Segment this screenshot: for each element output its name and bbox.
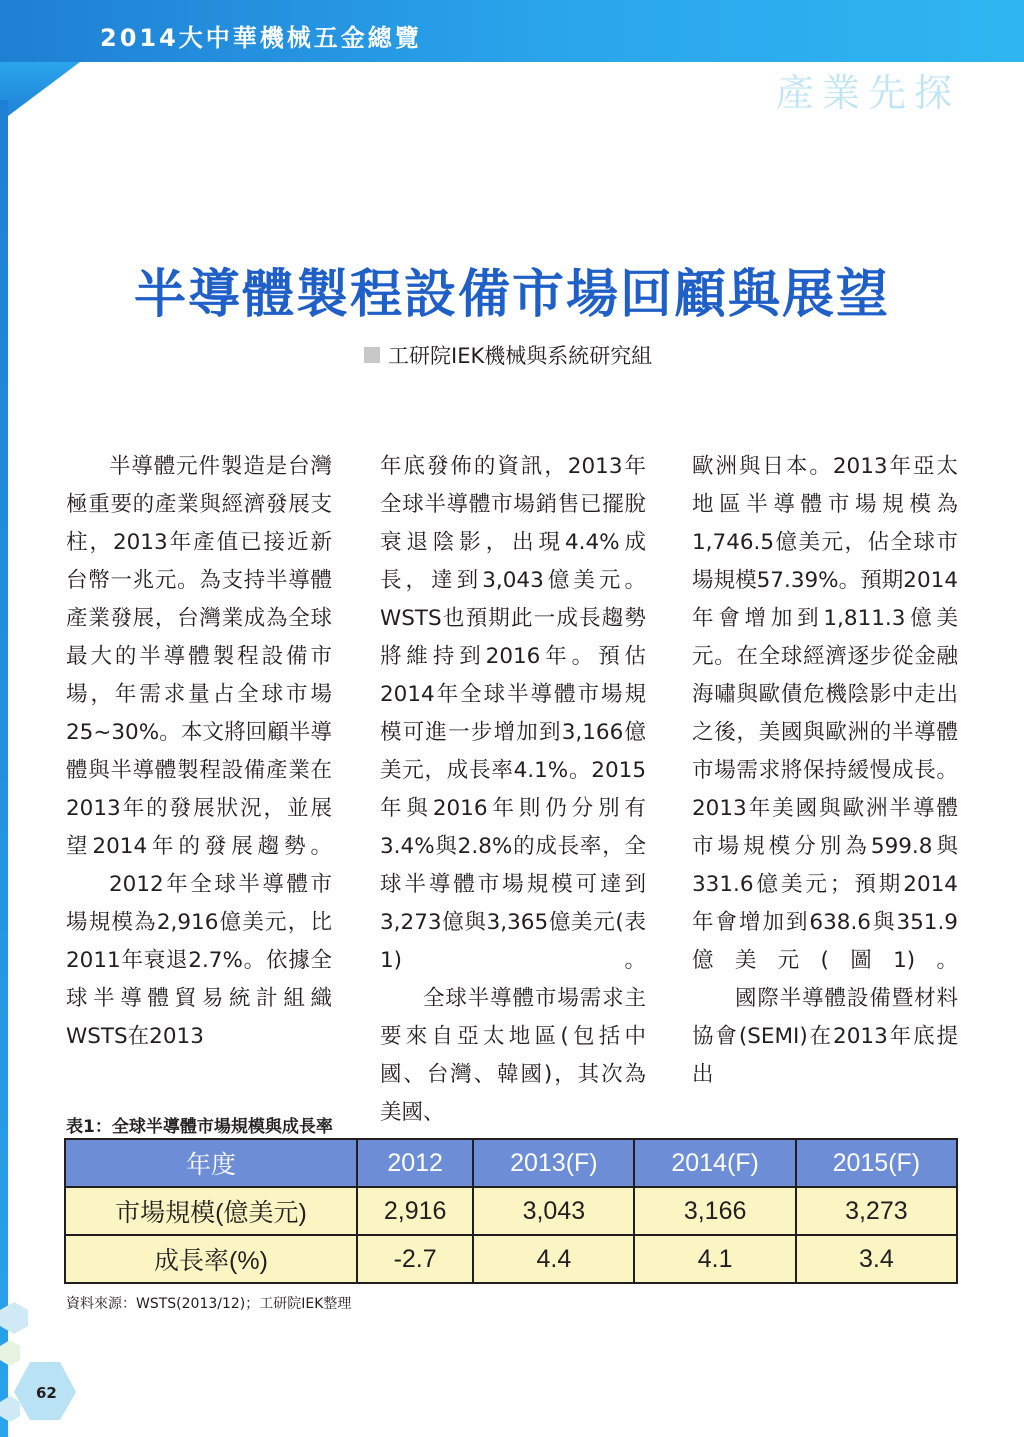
author-line bbox=[364, 340, 652, 370]
table-header-cell: 2013(F) bbox=[473, 1139, 634, 1187]
table-cell: 成長率(%) bbox=[65, 1235, 357, 1283]
table-cell: -2.7 bbox=[357, 1235, 473, 1283]
table-cell: 市場規模(億美元) bbox=[65, 1187, 357, 1235]
paragraph: 半導體元件製造是台灣極重要的產業與經濟發展支柱，2013年產值已接近新台幣一兆元。為支持半導體產業發展，台灣業成為全球最大的半導體製程設備市場，年需求量占全球市場25~30%。本文將回顧半導體與半導體製程設備產業在2013年的發展狀況，並展望2014年的發展趨勢。 bbox=[66, 454, 332, 859]
publication-title: 2014大中華機械五金總覽 bbox=[100, 24, 422, 52]
text-column-1 bbox=[66, 448, 332, 1056]
table-cell: 3,166 bbox=[634, 1187, 795, 1235]
text-column-3 bbox=[692, 448, 958, 1094]
table-header-cell: 2012 bbox=[357, 1139, 473, 1187]
table-caption: 表1：全球半導體市場規模與成長率 bbox=[66, 1117, 333, 1137]
paragraph: 國際半導體設備暨材料協會(SEMI)在2013年底提出 bbox=[692, 986, 958, 1087]
article-title: 半導體製程設備市場回顧與展望 bbox=[133, 265, 890, 325]
table-source-note: 資料來源：WSTS(2013/12)；工研院IEK整理 bbox=[66, 1296, 352, 1312]
author-name: 工研院IEK機械與系統研究組 bbox=[388, 344, 653, 368]
text-column-2 bbox=[380, 448, 646, 1132]
hexagon-shape bbox=[0, 1302, 28, 1334]
square-bullet-icon bbox=[364, 347, 380, 363]
market-size-table bbox=[64, 1138, 958, 1284]
table-cell: 4.1 bbox=[634, 1235, 795, 1283]
table-cell: 4.4 bbox=[473, 1235, 634, 1283]
paragraph: 2012年全球半導體市場規模為2,916億美元，比2011年衰退2.7%。依據全球半導體貿易統計組織WSTS在2013 bbox=[66, 872, 332, 1049]
section-label: 產業先探 bbox=[775, 71, 960, 115]
table-header-cell: 2015(F) bbox=[796, 1139, 957, 1187]
table-row bbox=[65, 1187, 957, 1235]
header-corner-decoration bbox=[0, 62, 80, 122]
header-bar bbox=[0, 0, 1024, 62]
hexagon-shape bbox=[0, 1340, 20, 1366]
table-row bbox=[65, 1235, 957, 1283]
table-cell: 3.4 bbox=[796, 1235, 957, 1283]
paragraph: 全球半導體市場需求主要來自亞太地區(包括中國、台灣、韓國)，其次為美國、 bbox=[380, 986, 646, 1125]
table-header-cell: 2014(F) bbox=[634, 1139, 795, 1187]
table-header-cell: 年度 bbox=[65, 1139, 357, 1187]
table-cell: 3,043 bbox=[473, 1187, 634, 1235]
table-cell: 3,273 bbox=[796, 1187, 957, 1235]
hexagon-decoration bbox=[0, 1290, 100, 1437]
page-number: 62 bbox=[36, 1384, 57, 1402]
table-header-row bbox=[65, 1139, 957, 1187]
paragraph: 歐洲與日本。2013年亞太地區半導體市場規模為1,746.5億美元，佔全球市場規模57.39%。預期2014年會增加到1,811.3億美元。在全球經濟逐步從金融海嘯與歐債危機陰影中走出之後，美國與歐洲的半導體市場需求將保持緩慢成長。2013年美國與歐洲半導體市場規模分別為599.8與331.6億美元；預期2014年會增加到638.6與351.9億美元(圖1)。 bbox=[692, 454, 958, 973]
hexagon-shape bbox=[0, 1396, 20, 1422]
table-cell: 2,916 bbox=[357, 1187, 473, 1235]
paragraph: 年底發佈的資訊，2013年全球半導體市場銷售已擺脫衰退陰影，出現4.4%成長，達到3,043億美元。WSTS也預期此一成長趨勢將維持到2016年。預估2014年全球半導體市場規模可進一步增加到3,166億美元，成長率4.1%。2015年與2016年則仍分別有3.4%與2.8%的成長率，全球半導體市場規模可達到3,273億與3,365億美元(表1)。 bbox=[380, 454, 646, 973]
